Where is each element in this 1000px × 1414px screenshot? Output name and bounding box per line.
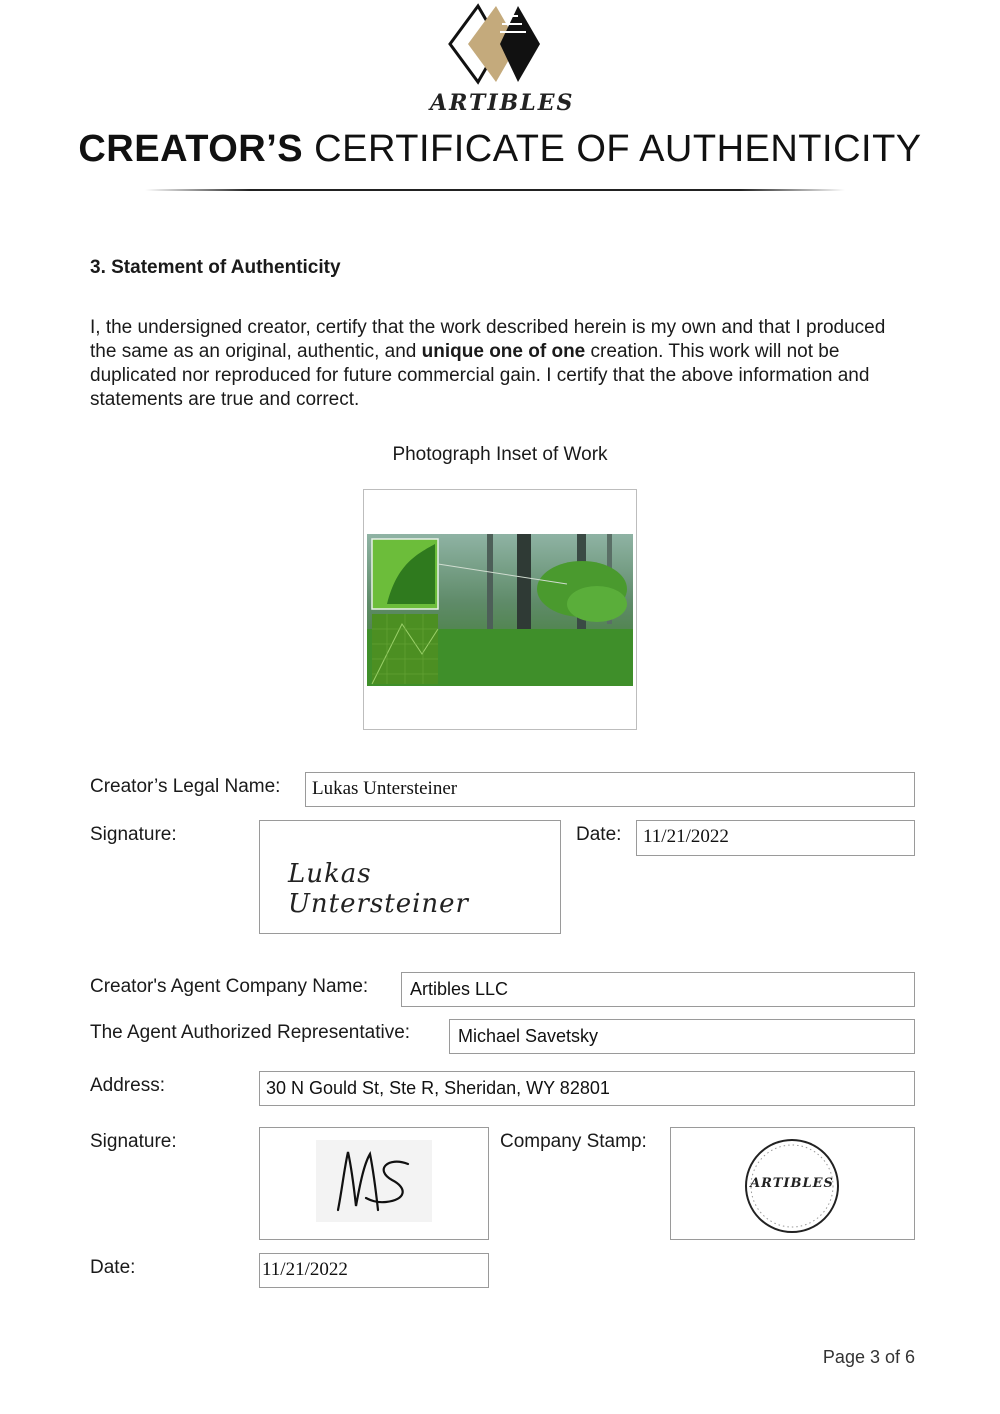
agent-company-field[interactable]: Artibles LLC	[401, 972, 915, 1007]
title-divider	[145, 189, 845, 191]
statement-text-bold: unique one of one	[421, 341, 586, 362]
company-stamp-label: Company Stamp:	[500, 1131, 647, 1152]
creator-date-field[interactable]: 11/21/2022	[636, 820, 915, 856]
creator-signature-box[interactable]	[259, 820, 561, 934]
statement-text-before: I, the undersigned creator, certify that the work described herein is my own and that I produced the same as an original, authentic, and	[90, 317, 886, 362]
creator-signature: Lukas Untersteiner	[288, 859, 469, 919]
stamp-text: ARTIBLES	[750, 1176, 834, 1191]
legal-name-field[interactable]: Lukas Untersteiner	[305, 772, 915, 807]
agent-signature-label: Signature:	[90, 1131, 177, 1152]
agent-signature-box[interactable]	[259, 1127, 489, 1240]
photo-inset-frame	[363, 489, 637, 730]
statement-text-after: creation. This work will not be duplicated nor reproduced for future commercial gain. I certify that the above information and statements are true and correct.	[90, 341, 870, 410]
page-title	[0, 128, 1000, 171]
page-number: Page 3 of 6	[822, 1347, 915, 1367]
agent-date-label: Date:	[90, 1257, 136, 1278]
title-bold: CREATOR’S	[78, 128, 304, 170]
agent-company-label: Creator's Agent Company Name:	[90, 976, 369, 997]
statement-paragraph	[90, 316, 910, 412]
agent-signature-icon	[316, 1140, 432, 1222]
photo-caption: Photograph Inset of Work	[392, 444, 608, 465]
address-label: Address:	[90, 1075, 165, 1096]
legal-name-label: Creator’s Legal Name:	[90, 776, 281, 797]
creator-signature-label: Signature:	[90, 824, 177, 845]
brand-wordmark: ARTIBLES	[430, 90, 575, 116]
company-stamp-box[interactable]	[670, 1127, 915, 1240]
agent-date-field[interactable]: 11/21/2022	[259, 1253, 489, 1288]
agent-representative-label: The Agent Authorized Representative:	[90, 1022, 411, 1043]
creator-date-label: Date:	[576, 824, 622, 845]
section-heading: 3. Statement of Authenticity	[90, 257, 341, 278]
title-rest: CERTIFICATE OF AUTHENTICITY	[303, 128, 922, 170]
agent-representative-field[interactable]: Michael Savetsky	[449, 1019, 915, 1054]
diamond-logo-icon	[440, 2, 560, 92]
artwork-photo	[367, 534, 633, 686]
address-field[interactable]: 30 N Gould St, Ste R, Sheridan, WY 82801	[259, 1071, 915, 1106]
